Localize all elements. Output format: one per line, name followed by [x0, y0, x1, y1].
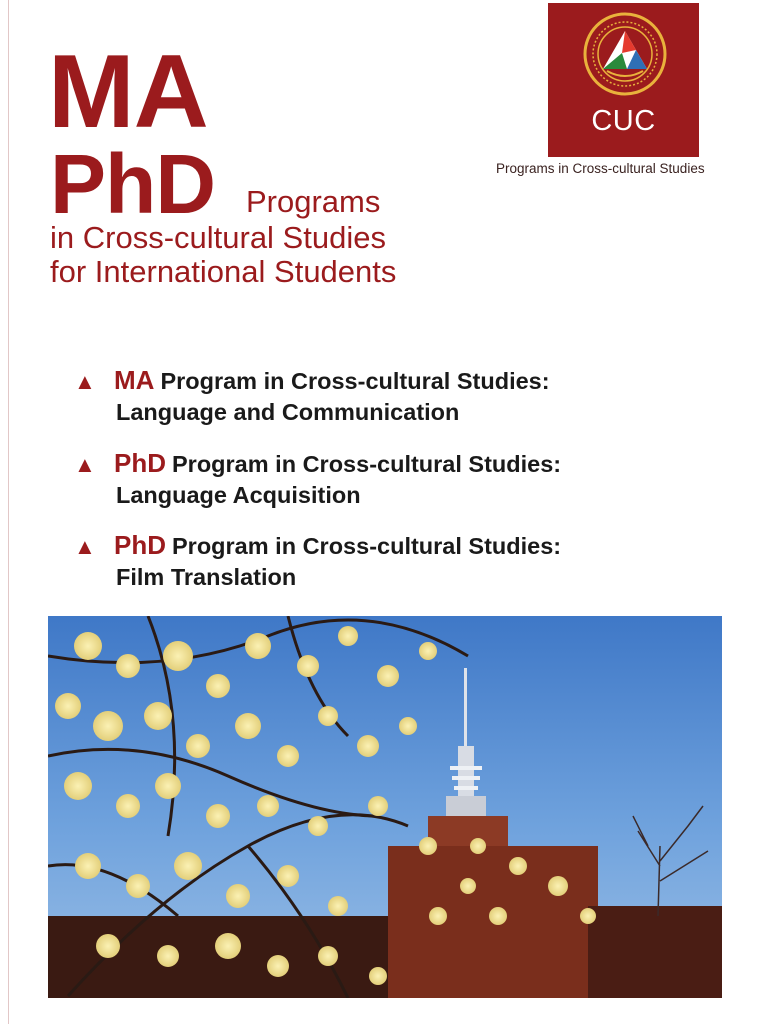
program-item-phd-language-acquisition [74, 450, 561, 507]
logo-caption: Programs in Cross-cultural Studies [496, 161, 705, 176]
left-margin-rule [8, 0, 9, 1024]
triangle-bullet-icon: ▲ [74, 369, 96, 394]
program-degree: PhD [114, 448, 166, 478]
program-specialty: Language and Communication [116, 398, 460, 425]
program-item-phd-film-translation [74, 532, 561, 589]
title-ma: MA [48, 34, 208, 150]
program-item-ma-language-communication [74, 367, 550, 424]
campus-photo [48, 616, 722, 998]
subtitle-line-2: for International Students [50, 254, 397, 289]
program-title: Program in Cross-cultural Studies: [172, 533, 562, 559]
logo-text: CUC [591, 105, 656, 137]
triangle-bullet-icon: ▲ [74, 534, 96, 559]
program-specialty: Film Translation [116, 563, 297, 590]
university-emblem-icon [577, 11, 673, 97]
program-title: Program in Cross-cultural Studies: [172, 451, 562, 477]
program-title: Program in Cross-cultural Studies: [160, 368, 550, 394]
subtitle-line-1: in Cross-cultural Studies [50, 220, 386, 255]
title-programs: Programs [246, 184, 381, 219]
program-degree: MA [114, 365, 155, 395]
cuc-logo [548, 3, 699, 157]
campus-photo-illustration [48, 616, 722, 998]
triangle-bullet-icon: ▲ [74, 452, 96, 477]
title-phd: PhD [50, 137, 215, 231]
program-specialty: Language Acquisition [116, 481, 361, 508]
program-degree: PhD [114, 530, 166, 560]
